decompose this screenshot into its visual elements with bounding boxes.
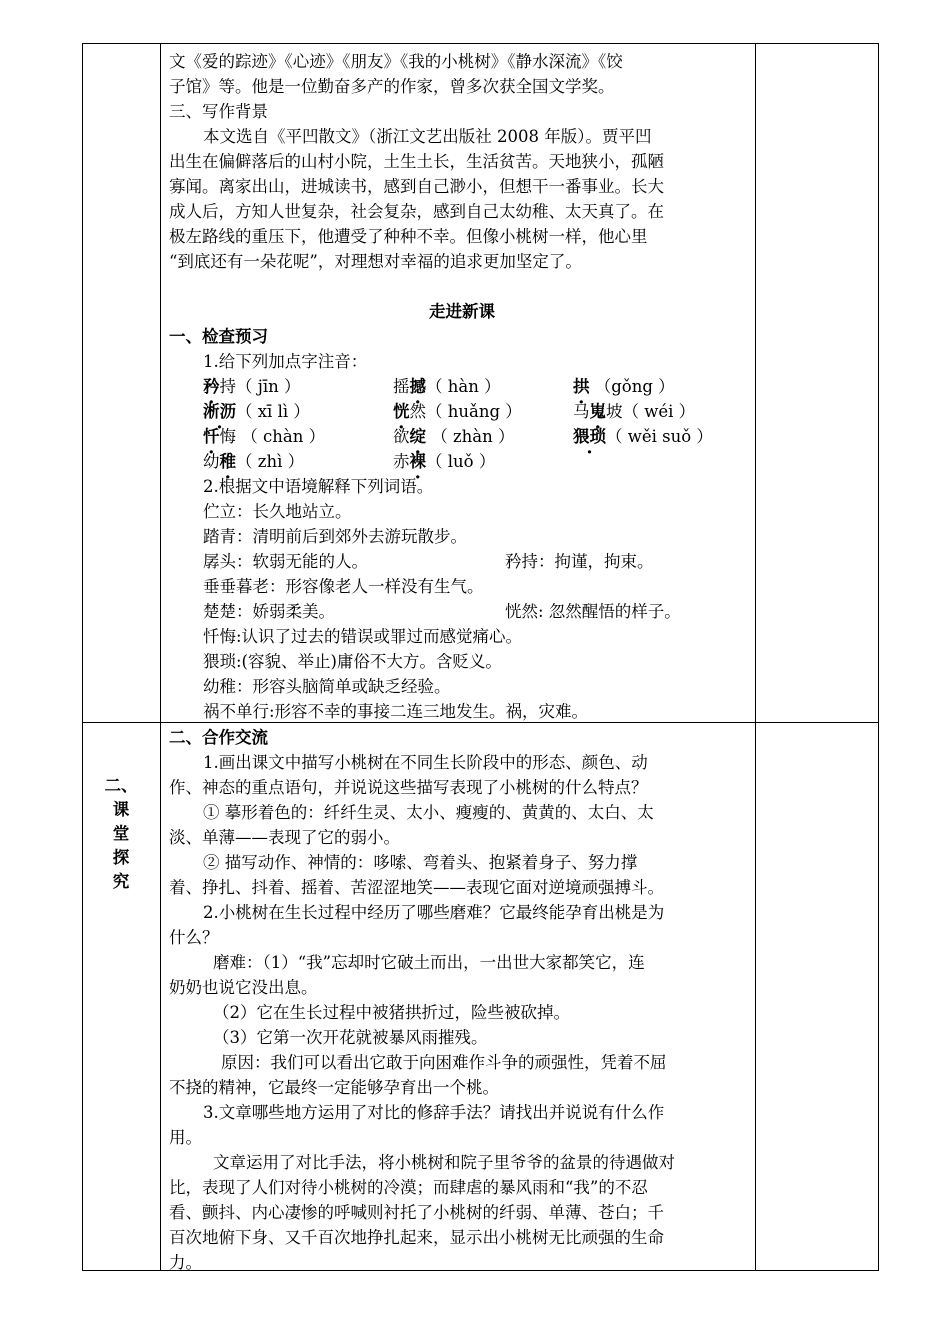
pinyin-answer: （ luǒ ） [426, 452, 496, 471]
discussion-line: 百次地俯下身、又千百次地挣扎起来，显示出小桃树无比顽强的生命 [169, 1228, 664, 1247]
cooperation-heading: 二、合作交流 [169, 728, 268, 747]
discussion-line: 文章运用了对比手法，将小桃树和院子里爷爷的盆景的待遇做对 [213, 1153, 675, 1172]
discussion-line: （3）它第一次开花就被暴风雨摧残。 [213, 1028, 488, 1047]
pinyin-row [169, 399, 755, 424]
discussion-line: 看、颤抖、内心凄惨的呼喊则衬托了小桃树的纤弱、单薄、苍白；千 [169, 1203, 664, 1222]
background-line: 极左路线的重压下，他遭受了种种不幸。但像小桃树一样，他心里 [169, 227, 648, 246]
pinyin-row [169, 374, 755, 399]
dotted-character: 恍 [393, 402, 410, 421]
vocab-item: 忏悔:认识了过去的错误或罪过而感觉痛心。 [203, 627, 523, 646]
discussion-line: （2）它在生长过程中被猪拱折过，险些被砍掉。 [213, 1003, 570, 1022]
new-lesson-title: 走进新课 [429, 302, 495, 321]
vocab-item: 踏青：清明前后到郊外去游玩散步。 [203, 527, 467, 546]
discussion-line: 作、神态的重点语句，并说说这些描写表现了小桃树的什么特点？ [169, 778, 648, 797]
discussion-line: 比，表现了人们对待小桃树的冷漠；而肆虐的暴风雨和“我”的不忍 [169, 1178, 648, 1197]
pinyin-answer: （ zhàn ） [426, 427, 515, 446]
dotted-character: 裸 [409, 452, 426, 471]
pinyin-prefix: 欲 [393, 427, 410, 446]
vocab-item: 恍然: 忽然醒悟的样子。 [505, 602, 681, 621]
pinyin-prefix: 赤 [393, 452, 410, 471]
pinyin-item [573, 424, 713, 449]
vocab-item: 垂垂暮老：形容像老人一样没有生气。 [203, 577, 484, 596]
discussion-line: 淡、单薄——表现了它的弱小。 [169, 828, 400, 847]
dotted-character: 嵬 [589, 402, 606, 421]
question-1: 1.给下列加点字注音： [203, 352, 368, 371]
section-label-char: 堂 [112, 824, 130, 843]
discussion-line: 什么？ [169, 928, 219, 947]
discussion-line: 1.画出课文中描写小桃树在不同生长阶段中的形态、颜色、动 [203, 753, 648, 772]
discussion-line: 奶奶也说它没出息。 [169, 978, 318, 997]
pinyin-answer: （ wěi suǒ ） [606, 427, 713, 446]
pinyin-item [393, 374, 501, 399]
section-label-char: 探 [112, 848, 130, 867]
top-cell-content [169, 49, 755, 724]
pinyin-item [573, 399, 695, 424]
intro-line: 文《爱的踪迹》《心迹》《朋友》《我的小桃树》《静水深流》《饺 [169, 52, 623, 71]
intro-line: 子馆》等。他是一位勤奋多产的作家，曾多次获全国文学奖。 [169, 77, 615, 96]
bottom-cell-content [169, 725, 755, 1275]
section-label-classroom-inquiry [83, 774, 159, 894]
pinyin-answer: 持（ jīn ） [219, 377, 301, 396]
dotted-character: 淅沥 [203, 402, 236, 421]
question-2: 2.根据文中语境解释下列词语。 [203, 477, 434, 496]
vocab-item: 幼稚：形容头脑简单或缺乏经验。 [203, 677, 451, 696]
discussion-line: 着、挣扎、抖着、摇着、苦涩涩地笑——表现它面对逆境顽强搏斗。 [169, 878, 664, 897]
dotted-character: 忏 [203, 427, 220, 446]
discussion-line: 2.小桃树在生长过程中经历了哪些磨难？它最终能孕育出桃是为 [203, 903, 665, 922]
dotted-character: 拱 [573, 377, 590, 396]
background-heading: 三、写作背景 [169, 102, 268, 121]
background-line: 寡闻。离家出山，进城读书，感到自己渺小，但想干一番事业。长大 [169, 177, 664, 196]
vocab-item: 孱头：软弱无能的人。 [203, 552, 368, 571]
vocab-pair [169, 549, 755, 574]
column-divider-right [755, 44, 756, 1270]
vocab-pair [169, 599, 755, 624]
discussion-line: 不挠的精神，它最终一定能够孕育出一个桃。 [169, 1078, 499, 1097]
pinyin-answer: （gǒng ） [589, 377, 675, 396]
pinyin-prefix: 马 [573, 402, 590, 421]
pinyin-item [393, 449, 495, 474]
pinyin-row [169, 449, 755, 474]
dotted-character: 猥琐 [573, 427, 606, 446]
column-divider-left [160, 44, 161, 1270]
discussion-line: 磨难：（1）“我”忘却时它破土而出，一出世大家都笑它，连 [213, 953, 645, 972]
background-line: “到底还有一朵花呢”，对理想对幸福的追求更加坚定了。 [169, 252, 582, 271]
pinyin-item [203, 424, 325, 449]
pinyin-answer: （ hàn ） [426, 377, 501, 396]
section-label-char: 课 [112, 800, 130, 819]
pinyin-item [203, 374, 301, 399]
pinyin-answer: （ xī lì ） [236, 402, 310, 421]
background-line: 出生在偏僻落后的山村小院，土生土长，生活贫苦。天地狭小，孤陋 [169, 152, 664, 171]
pinyin-item [393, 399, 522, 424]
dotted-character: 撼 [409, 377, 426, 396]
vocab-item: 猥琐:(容貌、举止)庸俗不大方。含贬义。 [203, 652, 502, 671]
dotted-character: 绽 [409, 427, 426, 446]
pinyin-answer: 悔 （ chàn ） [219, 427, 326, 446]
check-preview-heading: 一、检查预习 [169, 327, 268, 346]
lesson-table [82, 43, 879, 1271]
discussion-line: 原因：我们可以看出它敢于向困难作斗争的顽强性，凭着不屈 [221, 1053, 667, 1072]
pinyin-answer: 然（ huǎng ） [409, 402, 522, 421]
pinyin-item [203, 449, 304, 474]
discussion-line: 力。 [169, 1253, 202, 1272]
pinyin-prefix: 幼 [203, 452, 220, 471]
vocab-item: 伫立：长久地站立。 [203, 502, 352, 521]
section-label-char: 究 [112, 872, 130, 891]
pinyin-exercise [169, 374, 755, 474]
dotted-character: 稚 [219, 452, 236, 471]
dotted-character: 矜 [203, 377, 220, 396]
pinyin-answer: 坡（ wéi ） [606, 402, 696, 421]
vocab-item: 祸不单行:形容不幸的事接二连三地发生。祸，灾难。 [203, 702, 589, 721]
background-line: 本文选自《平凹散文》（浙江文艺出版社 2008 年版）。贾平凹 [203, 127, 652, 146]
discussion-line: 3.文章哪些地方运用了对比的修辞手法？请找出并说说有什么作 [203, 1103, 665, 1122]
pinyin-item [573, 374, 675, 399]
section-label-char: 二、 [104, 776, 138, 795]
discussion-line: ① 摹形着色的：纤纤生灵、太小、瘦瘦的、黄黄的、太白、太 [203, 803, 654, 822]
vocab-item: 矜持：拘谨，拘束。 [505, 552, 654, 571]
pinyin-prefix: 摇 [393, 377, 410, 396]
vocab-item: 楚楚：娇弱柔美。 [203, 602, 335, 621]
pinyin-row [169, 424, 755, 449]
background-line: 成人后，方知人世复杂，社会复杂，感到自己太幼稚、太天真了。在 [169, 202, 664, 221]
pinyin-item [393, 424, 515, 449]
pinyin-answer: （ zhì ） [236, 452, 305, 471]
pinyin-item [203, 399, 310, 424]
discussion-line: ② 描写动作、神情的：哆嗦、弯着头、抱紧着身子、努力撑 [203, 853, 638, 872]
discussion-line: 用。 [169, 1128, 202, 1147]
